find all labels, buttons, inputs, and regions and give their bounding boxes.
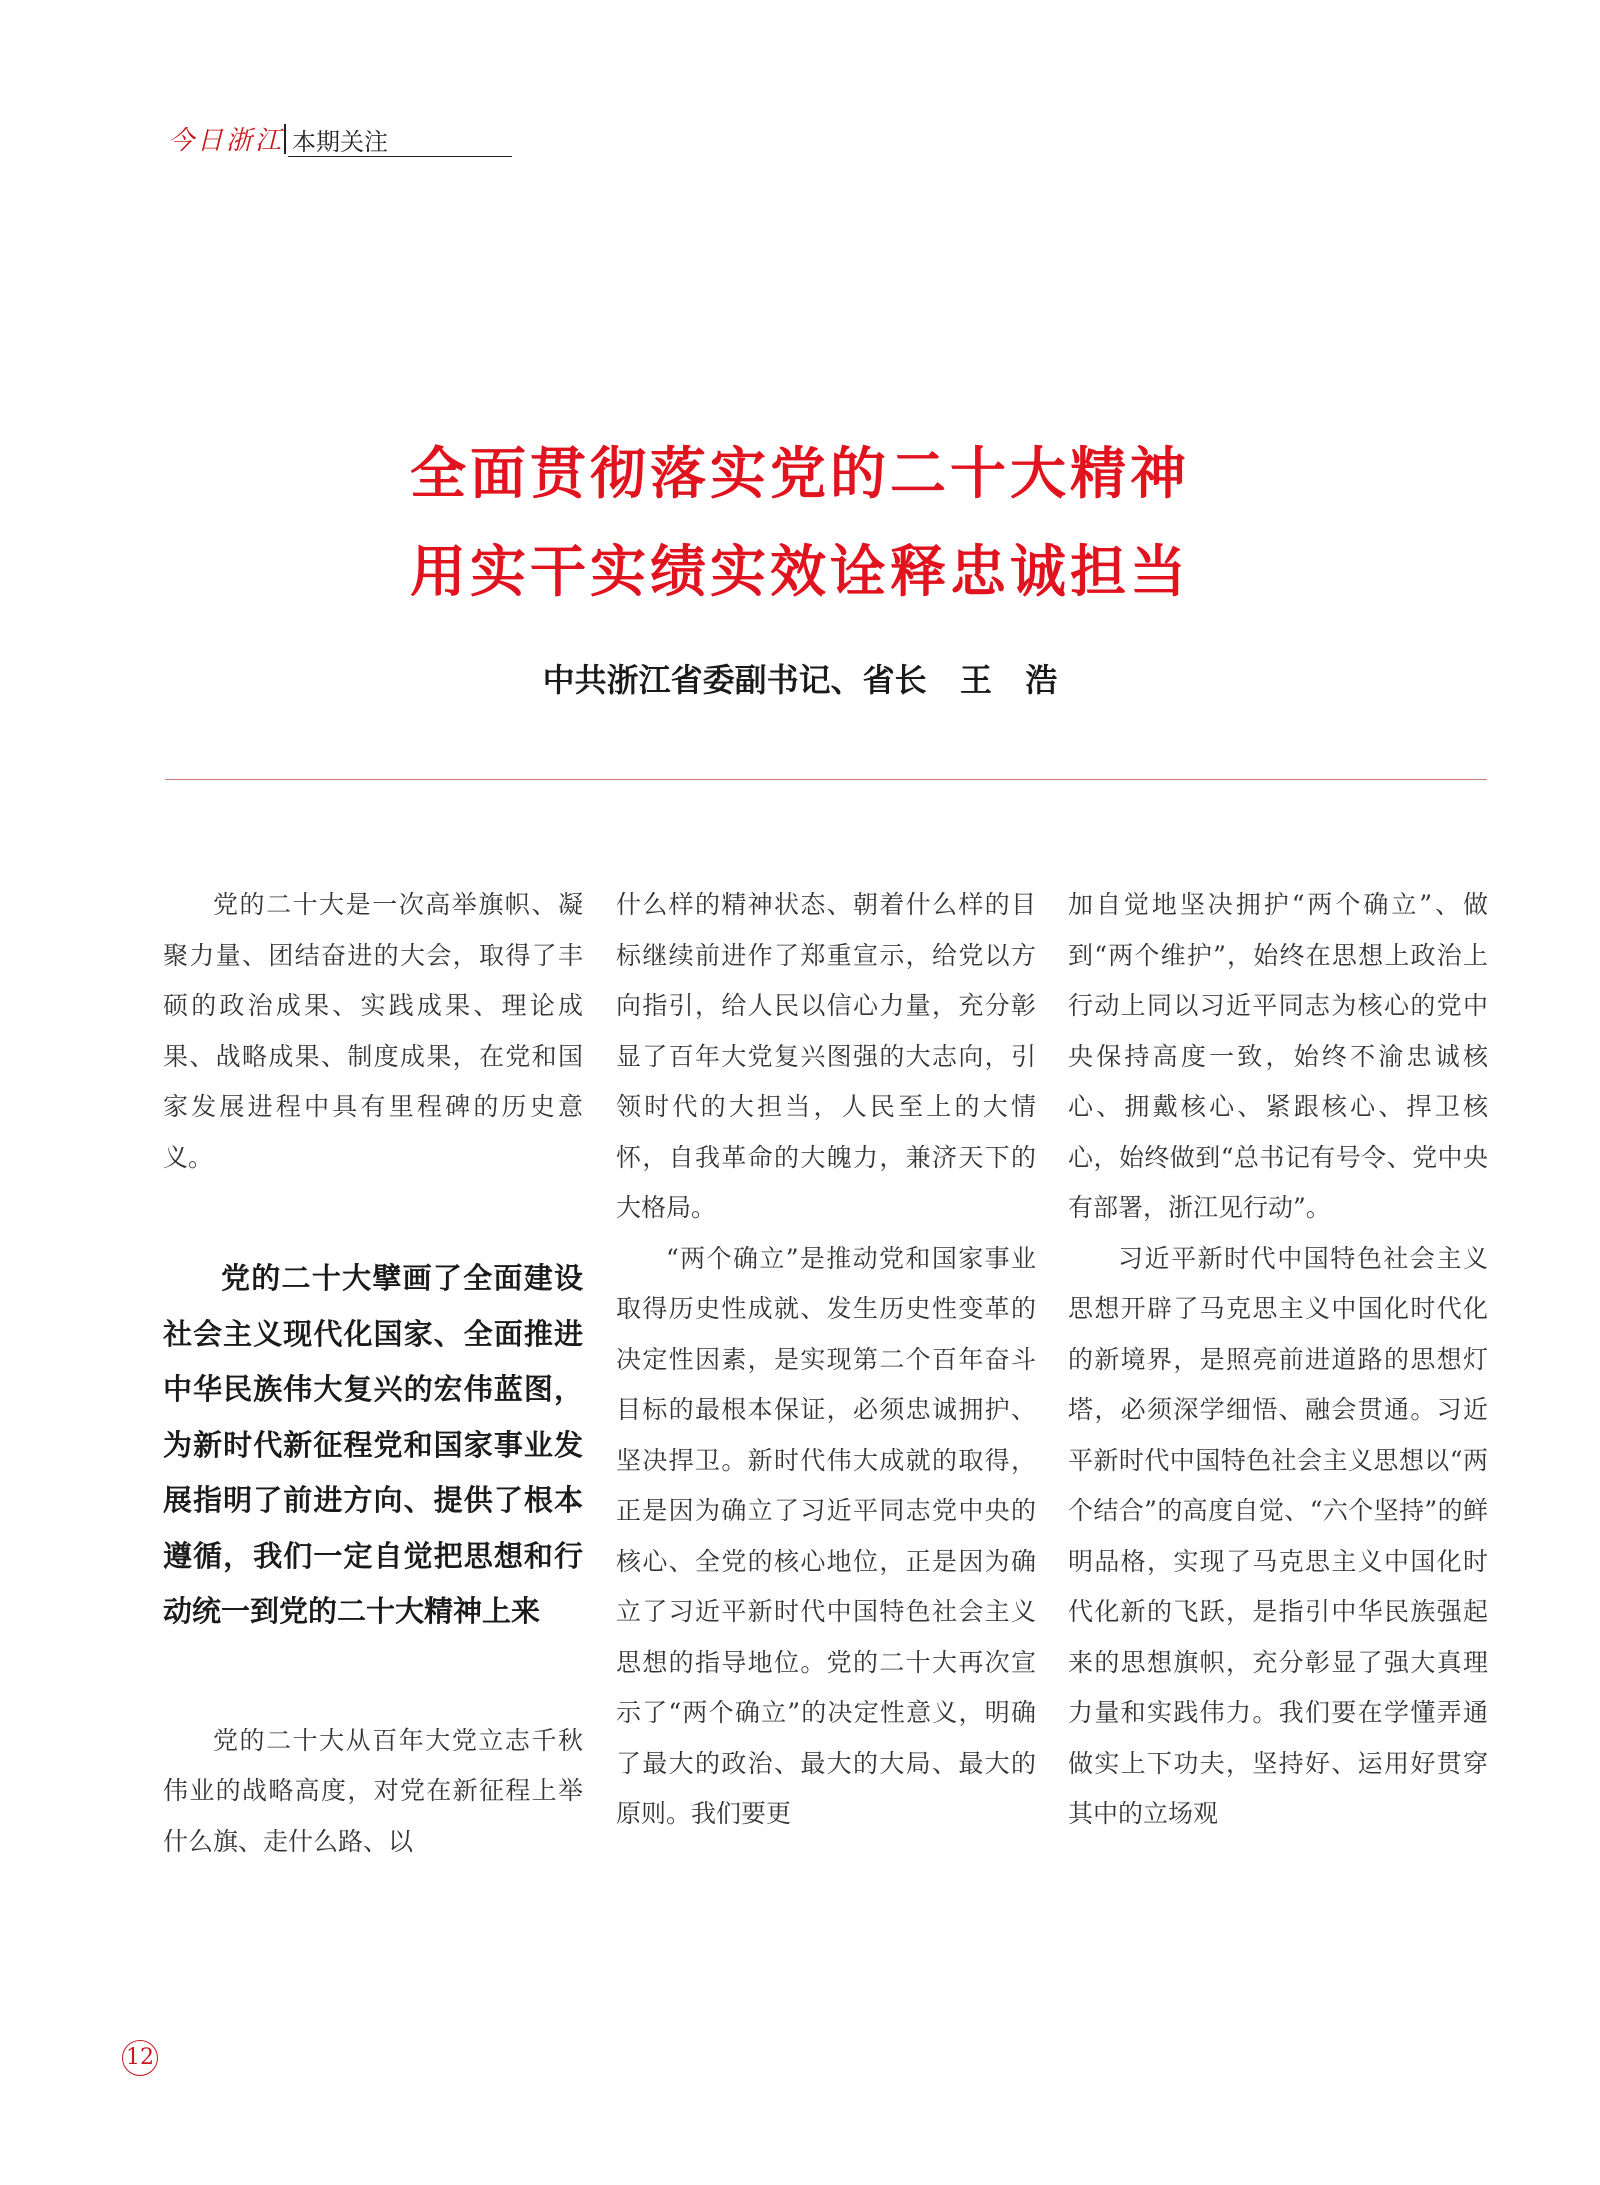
brand-logo: 今日浙江 [168, 126, 285, 156]
header-separator [284, 124, 286, 154]
body-paragraph: “两个确立”是推动党和国家事业取得历史性成就、发生历史性变革的决定性因素，是实现第二个百年奋斗目标的最根本保证，必须忠诚拥护、坚决捍卫。新时代伟大成就的取得，正是因为确立了习近平同志党中央的核心、全党的核心地位，正是因为确立了习近平新时代中国特色社会主义思想的指导地位。党的二十大再次宣示了“两个确立”的决定性意义，明确了最大的政治、最大的大局、最大的原则。我们要更 [616, 1243, 1036, 1828]
text-column-3 [1068, 880, 1488, 1840]
pull-quote: 党的二十大擘画了全面建设社会主义现代化国家、全面推进中华民族伟大复兴的宏伟蓝图，为新时代新征程党和国家事业发展指明了前进方向、提供了根本遵循，我们一定自觉把思想和行动统一到党的二十大精神上来 [163, 1261, 583, 1628]
running-header [168, 118, 512, 158]
header-rule [288, 156, 512, 157]
title-divider [165, 779, 1487, 780]
body-paragraph: 什么样的精神状态、朝着什么样的目标继续前进作了郑重宣示，给党以方向指引，给人民以信心力量，充分彰显了百年大党复兴图强的大志向，引领时代的大担当，人民至上的大情怀，自我革命的大魄力，兼济天下的大格局。 [616, 890, 1036, 1222]
page-number: 12 [122, 2040, 158, 2076]
section-label: 本期关注 [292, 128, 388, 156]
text-column-1 [163, 880, 583, 1867]
article-title-line-1: 全面贯彻落实党的二十大精神 [410, 442, 1190, 507]
text-column-2 [616, 880, 1036, 1840]
article-title-line-2: 用实干实绩实效诠释忠诚担当 [410, 540, 1190, 605]
body-paragraph: 加自觉地坚决拥护“两个确立”、做到“两个维护”，始终在思想上政治上行动上同以习近平同志为核心的党中央保持高度一致，始终不渝忠诚核心、拥戴核心、紧跟核心、捍卫核心，始终做到“总书记有号令、党中央有部署，浙江见行动”。 [1068, 890, 1488, 1222]
body-paragraph: 党的二十大是一次高举旗帜、凝聚力量、团结奋进的大会，取得了丰硕的政治成果、实践成果、理论成果、战略成果、制度成果，在党和国家发展进程中具有里程碑的历史意义。 [163, 890, 583, 1172]
body-paragraph: 习近平新时代中国特色社会主义思想开辟了马克思主义中国化时代化的新境界，是照亮前进道路的思想灯塔，必须深学细悟、融会贯通。习近平新时代中国特色社会主义思想以“两个结合”的高度自觉、“六个坚持”的鲜明品格，实现了马克思主义中国化时代化新的飞跃，是指引中华民族强起来的思想旗帜，充分彰显了强大真理力量和实践伟力。我们要在学懂弄通做实上下功夫，坚持好、运用好贯穿其中的立场观 [1068, 1243, 1488, 1828]
author-byline: 中共浙江省委副书记、省长 王 浩 [542, 661, 1058, 699]
body-paragraph: 党的二十大从百年大党立志千秋伟业的战略高度，对党在新征程上举什么旗、走什么路、以 [163, 1725, 583, 1856]
